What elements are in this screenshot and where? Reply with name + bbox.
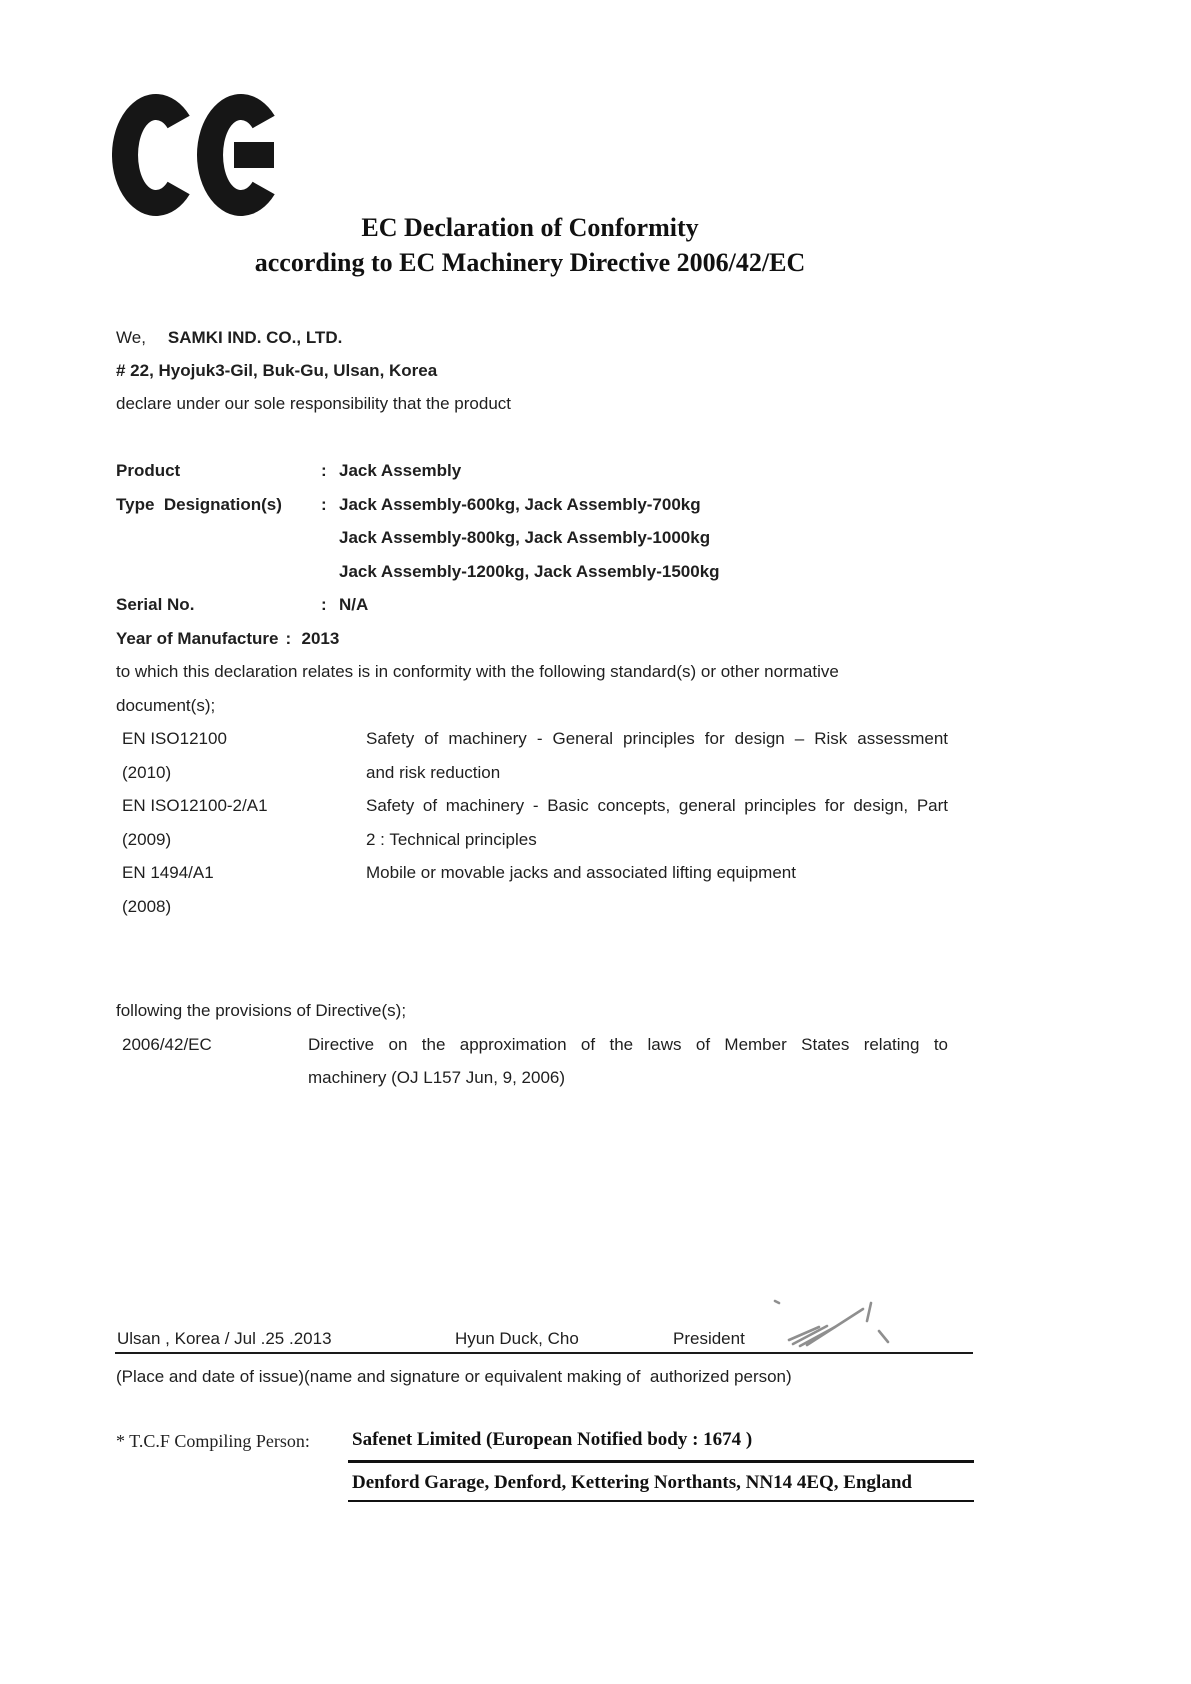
company-address: # 22, Hyojuk3-Gil, Buk-Gu, Ulsan, Korea xyxy=(116,361,438,380)
year-label: Year of Manufacture xyxy=(116,628,279,648)
tcf-address: Denford Garage, Denford, Kettering Northants, NN14 4EQ, England xyxy=(348,1463,974,1502)
type-designation-value: Jack Assembly-1200kg, Jack Assembly-1500kg xyxy=(339,561,720,581)
standard-description: Mobile or movable jacks and associated lifting equipment xyxy=(366,863,796,882)
tcf-label: * T.C.F Compiling Person: xyxy=(116,1431,310,1451)
we-label: We, xyxy=(116,328,146,347)
serial-no-value: N/A xyxy=(339,595,369,614)
title-line-1: EC Declaration of Conformity xyxy=(361,213,699,242)
ce-mark-logo xyxy=(112,94,277,223)
year-of-manufacture-row: Year of Manufacture : 2013 xyxy=(116,622,948,656)
directives-section xyxy=(116,994,948,1095)
type-designation-label: Type Designation(s) xyxy=(116,494,282,514)
signature-caption: (Place and date of issue)(name and signature or equivalent making of authorized person) xyxy=(116,1367,792,1386)
signature-icon xyxy=(767,1291,942,1353)
serial-no-row: Serial No. : N/A xyxy=(116,588,948,622)
signature-line xyxy=(115,1298,973,1354)
standard-description: 2 : Technical principles xyxy=(366,829,537,849)
directive-code: 2006/42/EC xyxy=(122,1034,212,1054)
directive-table xyxy=(116,1028,948,1095)
declaration-statement: declare under our sole responsibility that the product xyxy=(116,394,512,413)
directives-intro: following the provisions of Directive(s); xyxy=(116,1001,407,1020)
company-line xyxy=(116,321,511,354)
type-designation-row xyxy=(116,555,948,589)
type-designation-row xyxy=(116,521,948,555)
standards-table xyxy=(116,722,948,923)
type-designation-value: Jack Assembly-600kg, Jack Assembly-700kg xyxy=(339,494,701,514)
handwritten-signature xyxy=(767,1291,942,1358)
type-designation-row: Type Designation(s) : Jack Assembly-600kg, Jack Assembly-700kg xyxy=(116,488,948,522)
conformity-statement: to which this declaration relates is in conformity with the following standard(s) or other normative document(s); xyxy=(116,662,839,715)
standard-description xyxy=(366,890,948,924)
standard-code: (2009) xyxy=(122,829,172,849)
standard-description: and risk reduction xyxy=(366,762,501,782)
directive-description: machinery (OJ L157 Jun, 9, 2006) xyxy=(308,1068,566,1087)
document-title xyxy=(115,210,945,280)
tcf-company: Safenet Limited (European Notified body : 1674 ) xyxy=(348,1428,974,1463)
standard-code: EN 1494/A1 xyxy=(122,863,214,882)
place-and-date: Ulsan , Korea / Jul .25 .2013 xyxy=(117,1329,332,1348)
standard-code: EN ISO12100-2/A1 xyxy=(122,796,268,815)
intro-section xyxy=(116,321,511,420)
standard-code: EN ISO12100 xyxy=(122,729,227,748)
tcf-section xyxy=(116,1428,974,1502)
product-label: Product xyxy=(116,461,181,480)
standard-code: (2008) xyxy=(122,896,172,916)
tcf-values xyxy=(348,1428,974,1502)
serial-no-label: Serial No. xyxy=(116,595,195,614)
company-name: SAMKI IND. CO., LTD. xyxy=(167,328,343,347)
signatory-name: Hyun Duck, Cho xyxy=(455,1329,579,1348)
product-value: Jack Assembly xyxy=(339,461,462,480)
signatory-title: President xyxy=(673,1329,745,1348)
title-line-2: according to EC Machinery Directive 2006/42/EC xyxy=(254,248,806,277)
year-value: 2013 xyxy=(301,628,340,648)
standard-code: (2010) xyxy=(122,762,172,782)
product-row: Product : Jack Assembly xyxy=(116,454,948,488)
directive-description: Directive on the approximation of the laws of Member States relating to xyxy=(308,1034,948,1054)
ce-mark-icon xyxy=(112,94,277,218)
type-designation-value: Jack Assembly-800kg, Jack Assembly-1000kg xyxy=(339,528,711,547)
product-section xyxy=(116,454,948,923)
standard-description: Safety of machinery - General principles for design – Risk assessment xyxy=(366,729,948,748)
standard-description: Safety of machinery - Basic concepts, general principles for design, Part xyxy=(366,796,948,815)
